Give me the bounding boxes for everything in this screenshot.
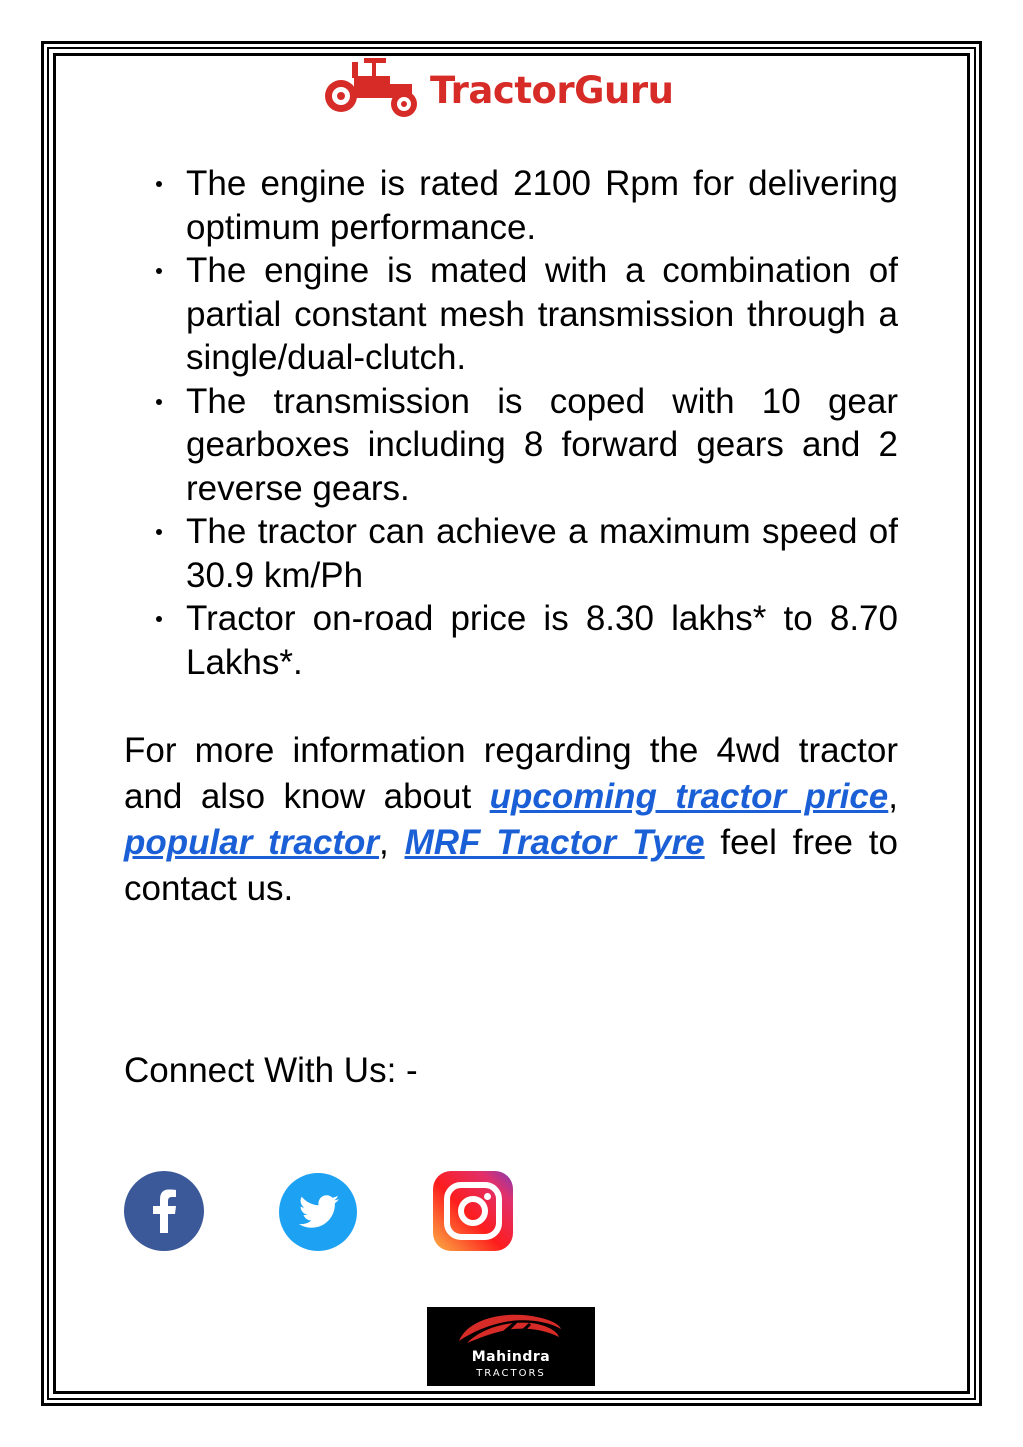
mrf-tractor-tyre-link[interactable]: MRF Tractor Tyre (404, 823, 705, 862)
bullet-dot (156, 529, 162, 535)
brand-name: TractorGuru (430, 68, 674, 112)
popular-tractor-link[interactable]: popular tractor (124, 823, 380, 862)
info-text-start: For more information regarding the 4wd tractor and also know about (124, 731, 898, 816)
mahindra-emblem-icon (427, 1307, 595, 1351)
mahindra-tractors-logo (427, 1307, 595, 1386)
mahindra-sub-text: TRACTORS (476, 1368, 546, 1379)
list-item: The engine is rated 2100 Rpm for delivering optimum performance. (140, 162, 898, 249)
bullet-dot (156, 181, 162, 187)
list-item: Tractor on-road price is 8.30 lakhs* to 8.70 Lakhs*. (140, 597, 898, 684)
bullet-dot (156, 268, 162, 274)
list-item: The transmission is coped with 10 gear gearboxes including 8 forward gears and 2 reverse gears. (140, 380, 898, 511)
list-item: The tractor can achieve a maximum speed of 30.9 km/Ph (140, 510, 898, 597)
info-paragraph: For more information regarding the 4wd tractor and also know about upcoming tractor price, popular tractor, MRF Tractor Tyre feel free to contact us. (124, 731, 898, 908)
feature-list (140, 162, 898, 684)
tractor-icon (324, 58, 422, 122)
facebook-icon[interactable] (124, 1171, 204, 1251)
twitter-icon[interactable] (279, 1171, 359, 1251)
tractorguru-logo[interactable] (324, 58, 673, 122)
list-item: The engine is mated with a combination of partial constant mesh transmission through a single/dual-clutch. (140, 249, 898, 380)
bullet-dot (156, 399, 162, 405)
mahindra-brand-text: Mahindra (471, 1349, 551, 1365)
instagram-icon[interactable] (433, 1171, 513, 1251)
info-text-end: feel free to contact us. (124, 823, 898, 908)
connect-label: Connect With Us: - (124, 1051, 418, 1090)
bullet-dot (156, 616, 162, 622)
upcoming-tractor-price-link[interactable]: upcoming tractor price (489, 777, 889, 816)
